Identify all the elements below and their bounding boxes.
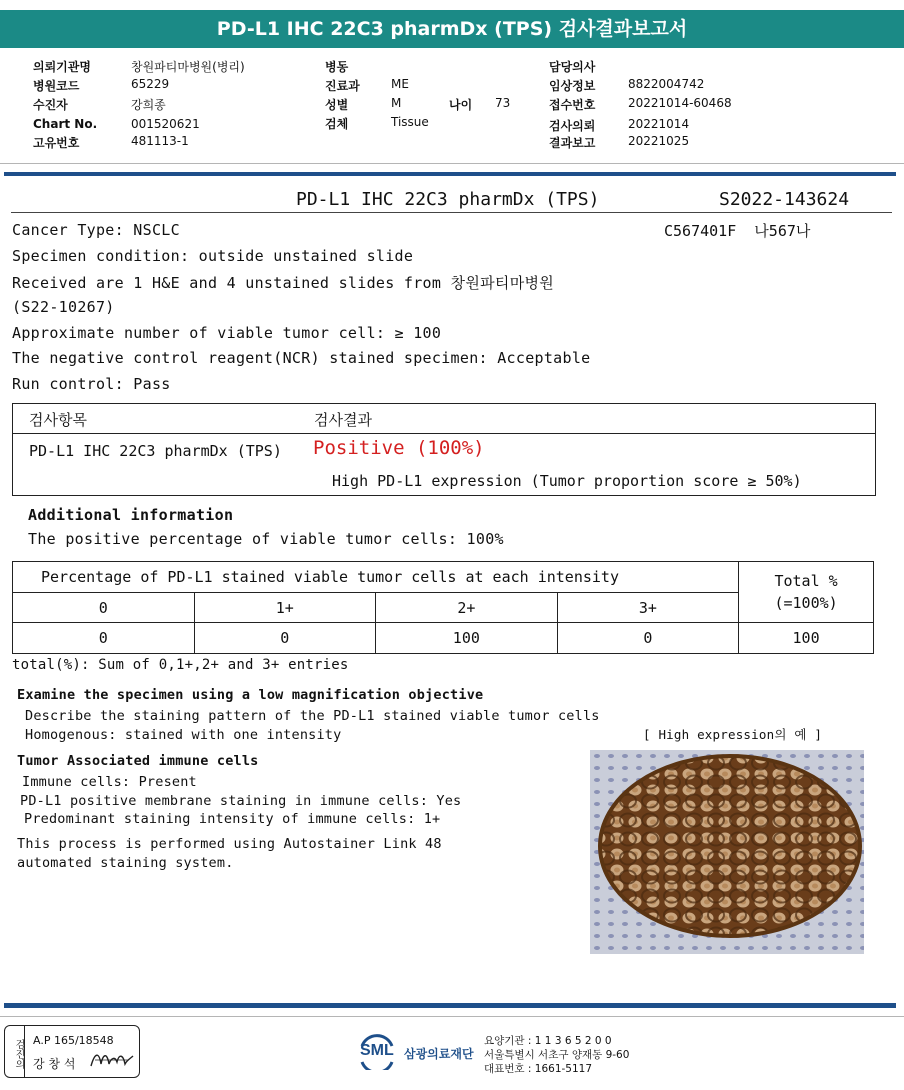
field-value: 창원파티마병원(병리) bbox=[131, 60, 245, 74]
process-line-1: This process is performed using Autostainer Link 48 bbox=[17, 836, 442, 852]
process-line-2: automated staining system. bbox=[17, 855, 234, 871]
additional-info-title: Additional information bbox=[28, 506, 234, 524]
field-value: ME bbox=[391, 77, 409, 91]
field-label: 담당의사 bbox=[549, 60, 596, 74]
total-header-line-2: (=100%) bbox=[774, 594, 838, 612]
field-value: 20221025 bbox=[628, 134, 690, 148]
ncr-line: The negative control reagent(NCR) stained specimen: Acceptable bbox=[12, 349, 591, 367]
test-name-heading: PD-L1 IHC 22C3 pharmDx (TPS) bbox=[296, 189, 600, 210]
field-label: 병원코드 bbox=[33, 79, 80, 93]
result-note: High PD-L1 expression (Tumor proportion score ≥ 50%) bbox=[332, 472, 802, 490]
address-line-1: 요양기관 : 1 1 3 6 5 2 0 0 bbox=[484, 1035, 612, 1047]
header-divider bbox=[0, 163, 904, 164]
field-value: 8822004742 bbox=[628, 77, 705, 91]
field-value: 20221014 bbox=[628, 117, 690, 131]
cancer-type-line: Cancer Type: NSCLC bbox=[12, 221, 180, 239]
field-value: 20221014-60468 bbox=[628, 96, 732, 110]
section-rule-top bbox=[4, 172, 896, 176]
immune-line-3: Predominant staining intensity of immune cells: 1+ bbox=[24, 811, 441, 827]
field-label: 접수번호 bbox=[549, 98, 596, 112]
intensity-value: 0 bbox=[557, 623, 739, 654]
specimen-condition-line: Specimen condition: outside unstained slide bbox=[12, 247, 414, 265]
footer-divider bbox=[0, 1016, 904, 1017]
exam-line-2: Homogenous: stained with one intensity bbox=[25, 727, 342, 743]
result-item: PD-L1 IHC 22C3 pharmDx (TPS) bbox=[29, 442, 282, 460]
result-table bbox=[12, 403, 876, 496]
intensity-total: 100 bbox=[739, 623, 874, 654]
exam-line-1: Describe the staining pattern of the PD-L1 stained viable tumor cells bbox=[25, 708, 600, 724]
field-label: 진료과 bbox=[325, 79, 360, 93]
section-rule-bottom bbox=[4, 1003, 896, 1008]
sml-logo bbox=[358, 1034, 474, 1074]
immune-title: Tumor Associated immune cells bbox=[17, 753, 259, 769]
slide-number-line: (S22-10267) bbox=[12, 298, 115, 316]
item-column-header: 검사항목 bbox=[29, 411, 87, 429]
field-label: 의뢰기관명 bbox=[33, 60, 91, 74]
specimen-codes: C567401F 나567나 bbox=[664, 222, 811, 240]
field-label: Chart No. bbox=[33, 117, 98, 131]
stamp-label: 검진의 bbox=[5, 1026, 25, 1077]
intensity-value: 0 bbox=[194, 623, 376, 654]
intensity-level: 0 bbox=[13, 593, 195, 623]
field-label: 검체 bbox=[325, 117, 349, 131]
org-address bbox=[484, 1034, 629, 1076]
sml-logo-text: SML bbox=[360, 1042, 394, 1059]
heading-underline bbox=[11, 212, 892, 213]
intensity-value: 0 bbox=[13, 623, 195, 654]
field-value: 001520621 bbox=[131, 117, 200, 131]
result-value: Positive (100%) bbox=[313, 437, 485, 459]
field-value: 481113-1 bbox=[131, 134, 189, 148]
report-title: PD-L1 IHC 22C3 pharmDx (TPS) 검사결과보고서 bbox=[0, 10, 904, 48]
intensity-value: 100 bbox=[376, 623, 558, 654]
result-table-divider bbox=[13, 433, 875, 434]
total-header bbox=[739, 562, 874, 623]
field-value: M bbox=[391, 96, 402, 110]
field-value: 73 bbox=[495, 96, 511, 110]
field-label: 나이 bbox=[449, 98, 473, 112]
doctor-code: A.P 165/18548 bbox=[33, 1034, 114, 1047]
intensity-header: Percentage of PD-L1 stained viable tumor cells at each intensity bbox=[13, 562, 739, 593]
received-line: Received are 1 H&E and 4 unstained slides from 창원파티마병원 bbox=[12, 274, 555, 292]
field-label: 수진자 bbox=[33, 98, 68, 112]
field-label: 결과보고 bbox=[549, 136, 596, 150]
field-label: 고유번호 bbox=[33, 136, 80, 150]
field-label: 검사의뢰 bbox=[549, 119, 596, 133]
exam-title: Examine the specimen using a low magnification objective bbox=[17, 687, 484, 703]
field-label: 성별 bbox=[325, 98, 349, 112]
doctor-stamp bbox=[4, 1025, 140, 1078]
field-value: 강희종 bbox=[131, 98, 166, 112]
run-control-line: Run control: Pass bbox=[12, 375, 171, 393]
stained-tissue-image bbox=[590, 750, 864, 954]
total-note: total(%): Sum of 0,1+,2+ and 3+ entries bbox=[12, 657, 349, 673]
tumor-cell-count-line: Approximate number of viable tumor cell: ≥ 100 bbox=[12, 324, 442, 342]
intensity-level: 2+ bbox=[376, 593, 558, 623]
report-number: S2022-143624 bbox=[719, 189, 850, 210]
immune-line-2: PD-L1 positive membrane staining in immune cells: Yes bbox=[20, 793, 462, 809]
field-value: 65229 bbox=[131, 77, 170, 91]
additional-info-text: The positive percentage of viable tumor cells: 100% bbox=[28, 530, 504, 548]
field-value: Tissue bbox=[391, 115, 429, 129]
total-header-line-1: Total % bbox=[774, 572, 838, 590]
field-label: 병동 bbox=[325, 60, 349, 74]
signature-image bbox=[89, 1048, 135, 1072]
field-label: 임상정보 bbox=[549, 79, 596, 93]
doctor-name: 강 창 석 bbox=[33, 1057, 76, 1071]
address-line-2: 서울특별시 서초구 양재동 9-60 bbox=[484, 1049, 630, 1061]
image-caption: [ High expression의 예 ] bbox=[643, 727, 823, 742]
address-line-3: 대표번호 : 1661-5117 bbox=[484, 1063, 593, 1075]
intensity-level: 3+ bbox=[557, 593, 739, 623]
org-name: 삼광의료재단 bbox=[404, 1047, 474, 1061]
intensity-table bbox=[12, 561, 874, 654]
intensity-level: 1+ bbox=[194, 593, 376, 623]
immune-line-1: Immune cells: Present bbox=[22, 774, 197, 790]
result-column-header: 검사결과 bbox=[314, 411, 372, 429]
